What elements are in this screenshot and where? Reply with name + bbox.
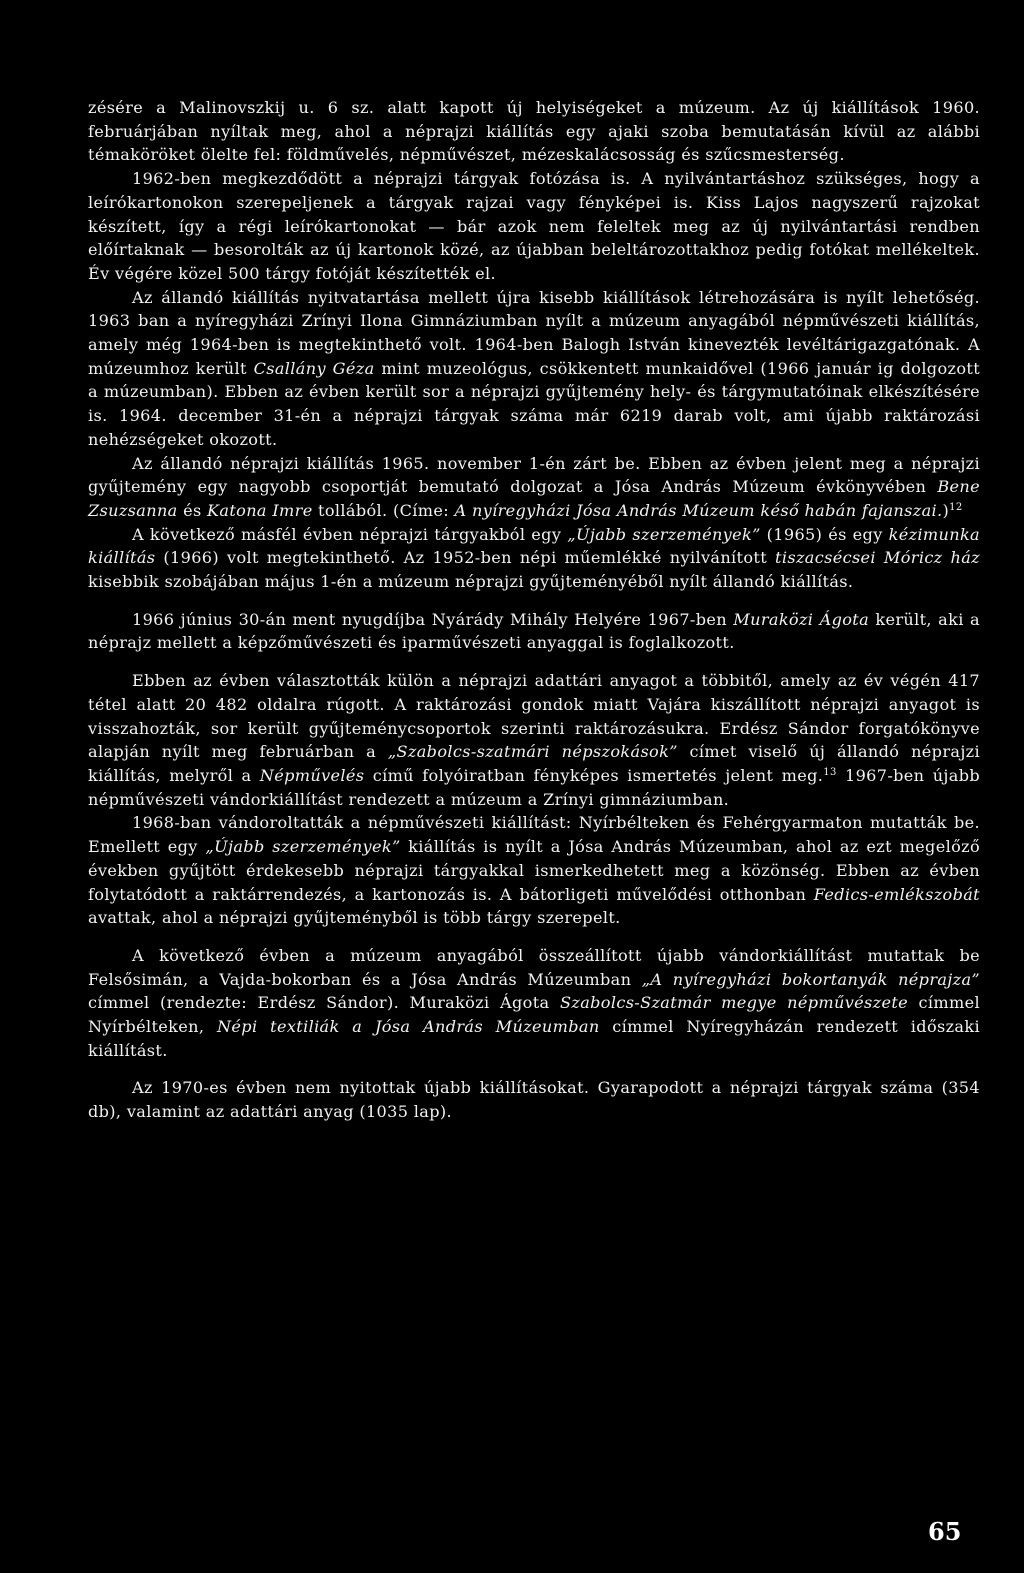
paragraph-5 xyxy=(88,523,980,594)
italic-title: „Újabb szerzemények” xyxy=(205,837,401,857)
paragraph-1 xyxy=(88,96,980,167)
paragraph-9 xyxy=(88,944,980,1063)
text: 1966 június 30-án ment nyugdíjba Nyárády Mihály Helyére 1967-ben xyxy=(132,609,734,629)
italic-title: tiszacsécsei Móricz ház xyxy=(775,548,980,568)
text: mint muzeológus, csökkentett munkaidővel (1966 január ig dolgozott a múzeumban). Ebben az évben került sor a néprajzi gyűjtemény hely- és tárgymutatóinak elkészítésére is. 1964. december 31-én a néprajzi tárgyak száma már 6219 darab volt, ami újabb raktározási nehézségeket okozott. xyxy=(88,358,981,449)
text: Az 1970-es évben nem nyitottak újabb kiállításokat. Gyarapodott a néprajzi tárgyak száma (354 db), valamint az adattári anyag (1035 lap). xyxy=(88,1078,980,1122)
text: A következő másfél évben néprajzi tárgyakból egy xyxy=(132,524,568,544)
italic-name: Csallány Géza xyxy=(253,358,375,378)
paragraph-10 xyxy=(88,1076,980,1123)
text: 1968-ban vándoroltatták a népművészeti kiállítást: Nyírbélteken és Fehérgyarmaton mutatták be. Emellett egy xyxy=(88,813,980,857)
text: (1965) és egy xyxy=(760,524,889,544)
text: címmel Nyíregyházán rendezett időszaki kiállítást. xyxy=(88,1017,980,1060)
italic-title: „Szabolcs-szatmári népszokások” xyxy=(387,742,678,762)
italic-name: Muraközi Ágota xyxy=(733,609,870,629)
text: Ebben az évben választották külön a néprajzi adattári anyagot a többitől, amely az év végén 417 tétel alatt 20 482 oldalra rúgott. A raktározási gondok miatt Vajára kiszállított néprajzi anyagot is visszahozták, sor került gyűjteménycsoportok szerinti raktározásukra. Erdész Sándor forgatókönyve alapján nyílt meg februárban a xyxy=(88,671,980,762)
italic-title: kézimunka kiállítás xyxy=(88,524,980,568)
italic-author: Bene Zsuzsanna xyxy=(88,477,980,520)
italic-title: Népi textiliák a Jósa András Múzeumban xyxy=(216,1017,600,1037)
italic-author: Katona Imre xyxy=(207,500,313,520)
text: A következő évben a múzeum anyagából összeállított újabb vándorkiállítást mutattak be Felsősimán, a Vajda-bokorban és a Jósa András Múzeumban xyxy=(88,945,980,989)
text: (1966) volt megtekinthető. Az 1952-ben népi műemlékké nyilvánított xyxy=(155,548,776,568)
paragraph-6 xyxy=(88,608,980,655)
text: Az állandó kiállítás nyitvatartása mellett újra kisebb kiállítások létrehozására is nyílt lehetőség. 1963 ban a nyíregyházi Zrínyi Ilona Gimnáziumban nyílt a múzeum anyagából népművészeti kiállítás, amely még 1964-ben is megtekinthető volt. 1964-ben Balogh István kinevezték levéltárigazgatónak. A múzeumhoz került xyxy=(88,287,980,378)
footnote-ref: 13 xyxy=(823,766,837,778)
paragraph-7 xyxy=(88,669,980,811)
text: és xyxy=(177,500,208,520)
paragraph-3 xyxy=(88,286,980,452)
italic-title: „A nyíregyházi bokortanyák néprajza” xyxy=(641,969,980,989)
text: tollából. (Címe: xyxy=(312,500,455,520)
italic-title: Népművelés xyxy=(259,765,365,785)
text: címmel (rendezte: Erdész Sándor). Muraközi Ágota xyxy=(88,993,560,1013)
footnote-ref: 12 xyxy=(949,501,963,513)
text: zésére a Malinovszkij u. 6 sz. alatt kapott új helyiségeket a múzeum. Az új kiállítások 1960. februárjában nyíltak meg, ahol a néprajzi kiállítás egy ajaki szoba bemutatásán kívül az alábbi témaköröket ölelte fel: földművelés, népművészet, mézeskalácsosság és szűcsmesterség. xyxy=(88,98,980,165)
paragraph-4 xyxy=(88,452,980,523)
text: című folyóiratban fényképes ismertetés jelent meg. xyxy=(364,765,824,785)
text: Az állandó néprajzi kiállítás 1965. november 1-én zárt be. Ebben az évben jelent meg a néprajzi gyűjtemény egy nagyobb csoportját bemutató dolgozat a Jósa András Múzeum évkönyvében xyxy=(88,453,980,497)
document-page xyxy=(88,96,980,1124)
paragraph-8 xyxy=(88,811,980,930)
text: kiállítás is nyílt a Jósa András Múzeumban, ahol az ezt megelőző években gyűjtött érdekesebb néprajzi tárgyakkal ismerkedhetett meg a közönség. Ebben az évben folytatódott a raktárrendezés, a kartonozás is. A bátorligeti művelődési otthonban xyxy=(88,837,980,904)
text: 1967-ben újabb népművészeti vándorkiállítást rendezett a múzeum a Zrínyi gimnáziumban. xyxy=(88,765,981,809)
italic-title: Szabolcs-Szatmár megye népművészete xyxy=(560,993,909,1013)
paragraph-2 xyxy=(88,167,980,286)
text: került, aki a néprajz mellett a képzőművészeti és iparművészeti anyaggal is foglalkozott. xyxy=(88,609,980,653)
italic-title: Fedics-emlékszobát xyxy=(813,884,980,904)
text: kisebbik szobájában május 1-én a múzeum néprajzi gyűjteményéből nyílt állandó kiállítás. xyxy=(88,572,854,592)
text: ) xyxy=(942,500,950,520)
text: avattak, ahol a néprajzi gyűjteményből is több tárgy szerepelt. xyxy=(88,908,621,928)
text: címet viselő új állandó néprajzi kiállítás, melyről a xyxy=(88,742,980,785)
italic-title: „Újabb szerzemények” xyxy=(567,524,761,544)
page-number: 65 xyxy=(928,1517,962,1546)
text: címmel Nyírbélteken, xyxy=(88,993,980,1037)
text: 1962-ben megkezdődött a néprajzi tárgyak fotózása is. A nyilvántartáshoz szükséges, hogy a leírókartonokon szerepeljenek a tárgyak rajzai vagy fényképei is. Kiss Lajos nagyszerű rajzokat készített, így a régi leírókartonokat — bár azok nem feleltek meg az új nyilvántartási rendben előírtaknak — besorolták az új kartonok közé, az újabban beleltározottakhoz pedig fotókat mellékeltek. Év végére közel 500 tárgy fotóját készítették el. xyxy=(88,169,980,283)
italic-title: A nyíregyházi Jósa András Múzeum késő habán fajanszai. xyxy=(454,500,943,520)
